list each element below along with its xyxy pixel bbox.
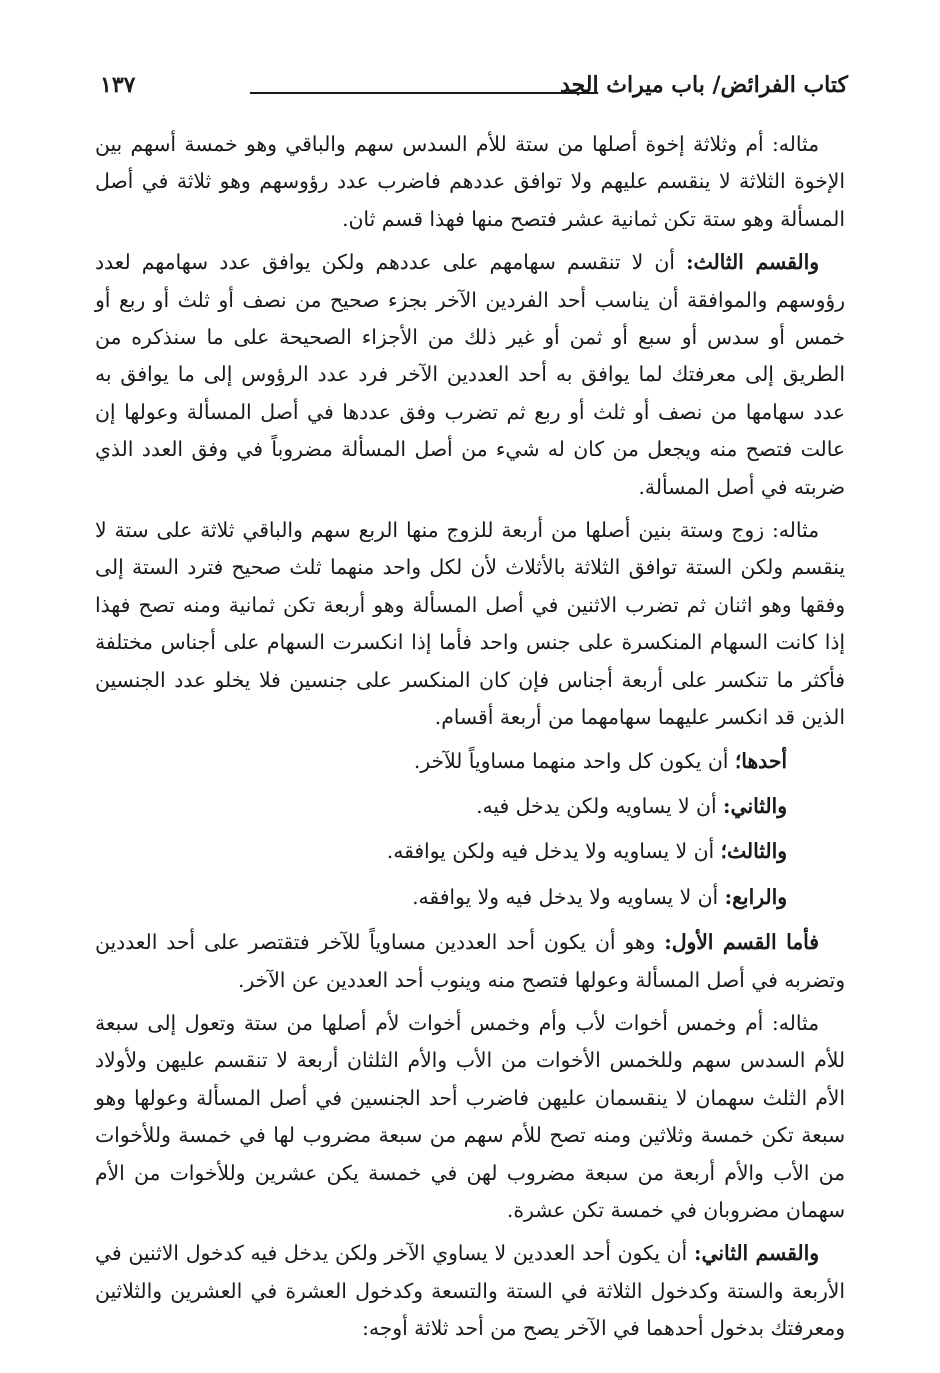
list-item-text: أن لا يساويه ولا يدخل فيه ولكن يوافقه.	[386, 839, 721, 864]
list-item-text: أن لا يساويه ولكن يدخل فيه.	[476, 793, 724, 818]
running-title: كتاب الفرائض/ باب ميراث الجد	[560, 72, 848, 98]
paragraph-example-3: مثاله: أم وخمس أخوات لأب وأم وخمس أخوات لأم أصلها من ستة وتعول إلى سبعة للأم السدس سهم وللخمس الأخوات من الأب والأم الثلثان أربعة لا تنقسم عليهن ولأولاد الأم الثلث سهمان لا ينقسمان عليهن فاضرب أحد الجنسين في أصل المسألة وعولها وهو سبعة تكن خمسة وثلاثين ومنه تصح للأم سهم من سبعة مضروب لها في خمسة وللأخوات من الأب والأم أربعة من سبعة مضروب لهن في خمسة يكن عشرين وللأخوات من الأم سهمان مضروبان في خمسة تكن عشرة.	[95, 1010, 845, 1222]
paragraph-text: أن يكون أحد العددين لا يساوي الآخر ولكن يدخل فيه كدخول الاثنين في الأربعة والستة وكدخول الثلاثة في الستة والتسعة وكدخول العشرة في العشرين والثلاثين ومعرفتك بدخول أحدهما في الآخر يصح من أحد ثلاثة أوجه:	[95, 1241, 845, 1341]
page-number: ١٣٧	[100, 72, 136, 98]
paragraph-second-section	[95, 1235, 845, 1347]
list-item-label: أحدها؛	[734, 748, 787, 773]
body-text	[95, 126, 845, 1354]
list-item-first	[95, 743, 845, 780]
paragraph-third-section	[95, 244, 845, 506]
list-item-label: والثاني:	[723, 793, 787, 818]
paragraph-text: وهو أن يكون أحد العددين مساوياً للآخر فتقتصر على أحد العددين وتضربه في أصل المسألة وعولها فتصح منه وينوب أحد العددين عن الآخر.	[95, 930, 845, 992]
list-item-third	[95, 833, 845, 870]
page-header	[100, 70, 848, 106]
list-item-fourth	[95, 879, 845, 916]
list-item-text: أن لا يساويه ولا يدخل فيه ولا يوافقه.	[412, 884, 725, 909]
section-label: والقسم الثالث:	[686, 250, 819, 275]
paragraph-example-2: مثاله: زوج وستة بنين أصلها من أربعة للزوج منها الربع سهم والباقي ثلاثة على ستة لا ينقسم ولكن الستة توافق الثلاثة بالأثلاث لأن لكل واحد منهما ثلث صحيح فترد الستة إلى وفقها وهو اثنان ثم تضرب الاثنين في أصل المسألة وهو أربعة تكن ثمانية ومنه تصح فهذا إذا كانت السهام المنكسرة على جنس واحد فأما إذا انكسرت السهام على أجناس مختلفة فأكثر ما تنكسر على أربعة أجناس فإن كان المنكسر على جنسين فلا يخلو عدد الجنسين الذين قد انكسر عليهما سهامهما من أربعة أقسام.	[95, 518, 845, 730]
section-label: فأما القسم الأول:	[664, 930, 820, 955]
list-item-label: والرابع:	[724, 884, 787, 909]
paragraph-first-section	[95, 924, 845, 999]
paragraph-text: أن لا تنقسم سهامهم على عددهم ولكن يوافق عدد سهامهم لعدد رؤوسهم والموافقة أن يناسب أحد الفردين الآخر بجزء صحيح من نصف أو ثلث أو ربع أو خمس أو سدس أو سبع أو ثمن أو غير ذلك من الأجزاء الصحيحة على ما سنذكره من الطريق إلى معرفتك لما يوافق به أحد العددين الآخر فرد عدد الرؤوس إلى ما يوافق به عدد سهامها من نصف أو ثلث أو ربع ثم تضرب وفق عددها في أصل المسألة وعولها إن عالت فتصح منه ويجعل من كان له شيء من أصل المسألة مضروباً في وفق العدد الذي ضربته في أصل المسألة.	[95, 250, 845, 499]
section-label: والقسم الثاني:	[693, 1241, 819, 1266]
list-item-label: والثالث؛	[720, 839, 787, 864]
paragraph-example-1: مثاله: أم وثلاثة إخوة أصلها من ستة للأم السدس سهم والباقي وهو خمسة أسهم بين الإخوة الثلاثة لا ينقسم عليهم ولا توافق عددهم فاضرب عدد رؤوسهم وهو ثلاثة في أصل المسألة وهو ستة تكن ثمانية عشر فتصح منها فهذا قسم ثان.	[95, 132, 845, 231]
list-item-second	[95, 788, 845, 825]
list-item-text: أن يكون كل واحد منهما مساوياً للآخر.	[413, 748, 735, 773]
header-rule	[250, 92, 598, 94]
